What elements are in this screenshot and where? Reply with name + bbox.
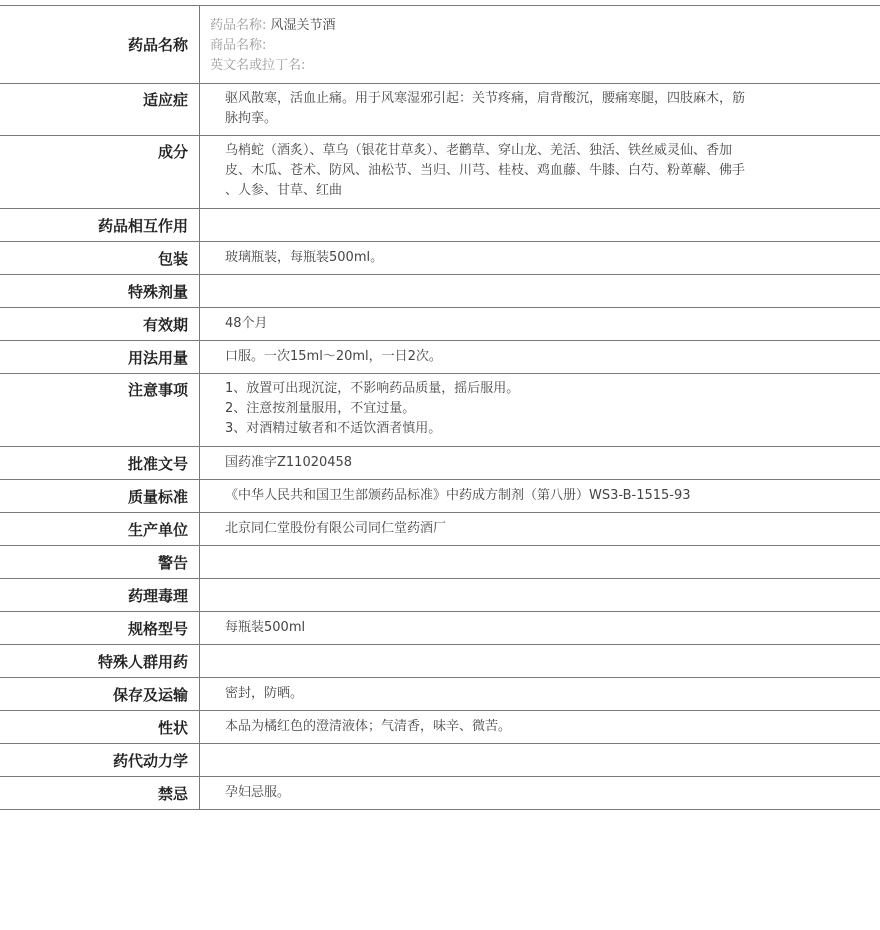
row-manufacturer (0, 513, 880, 546)
row-label: 包装 (0, 242, 200, 274)
row-value (200, 744, 880, 776)
row-drug-name (0, 6, 880, 84)
row-indication (0, 84, 880, 136)
row-label: 质量标准 (0, 480, 200, 512)
text-line: 乌梢蛇（酒炙）、草乌（银花甘草炙）、老鹳草、穿山龙、羌活、独活、铁丝威灵仙、香加 (225, 143, 733, 158)
row-label: 药品相互作用 (0, 209, 200, 241)
english-name-label: 英文名或拉丁名: (210, 58, 306, 73)
row-value: 玻璃瓶装，每瓶装500ml。 (225, 250, 384, 265)
row-pharmacokinetics (0, 744, 880, 777)
row-value (200, 645, 880, 677)
row-value (200, 374, 880, 446)
row-value (200, 136, 880, 208)
text-line: 3、对酒精过敏者和不适饮酒者慎用。 (225, 421, 442, 436)
drug-info-table (0, 5, 880, 810)
row-value (200, 275, 880, 307)
row-value: 孕妇忌服。 (225, 785, 291, 800)
row-label: 保存及运输 (0, 678, 200, 710)
trade-name-label: 商品名称: (210, 38, 267, 53)
row-value (200, 209, 880, 241)
row-storage (0, 678, 880, 711)
row-label: 适应症 (0, 84, 200, 135)
row-label: 规格型号 (0, 612, 200, 644)
row-contraindication (0, 777, 880, 810)
row-special-dose (0, 275, 880, 308)
row-label: 禁忌 (0, 777, 200, 809)
generic-name-label: 药品名称: (210, 18, 267, 33)
row-package (0, 242, 880, 275)
row-validity (0, 308, 880, 341)
row-value: 北京同仁堂股份有限公司同仁堂药酒厂 (225, 521, 447, 536)
row-label: 有效期 (0, 308, 200, 340)
row-value: 国药准字Z11020458 (225, 455, 353, 470)
row-label: 成分 (0, 136, 200, 208)
row-label: 生产单位 (0, 513, 200, 545)
row-spec (0, 612, 880, 645)
row-pharmacology (0, 579, 880, 612)
row-ingredients (0, 136, 880, 209)
row-warning (0, 546, 880, 579)
row-usage (0, 341, 880, 374)
row-label: 药理毒理 (0, 579, 200, 611)
row-character (0, 711, 880, 744)
text-line: 脉拘挛。 (225, 111, 278, 126)
row-value (200, 579, 880, 611)
row-value (200, 84, 880, 135)
row-label: 批准文号 (0, 447, 200, 479)
text-line: 2、注意按剂量服用，不宜过量。 (225, 401, 416, 416)
row-standard (0, 480, 880, 513)
row-label: 药品名称 (0, 6, 200, 83)
text-line: 1、放置可出现沉淀，不影响药品质量，摇后服用。 (225, 381, 520, 396)
text-line: 皮、木瓜、苍术、防风、油松节、当归、川芎、桂枝、鸡血藤、牛膝、白芍、粉萆薢、佛手 (225, 163, 746, 178)
row-value: 口服。一次15ml～20ml，一日2次。 (225, 349, 442, 364)
row-label: 注意事项 (0, 374, 200, 446)
row-label: 性状 (0, 711, 200, 743)
row-label: 用法用量 (0, 341, 200, 373)
row-label: 特殊剂量 (0, 275, 200, 307)
generic-name-value: 风湿关节酒 (270, 18, 336, 33)
text-line: 、人参、甘草、红曲 (225, 183, 343, 198)
row-label: 药代动力学 (0, 744, 200, 776)
row-value: 本品为橘红色的澄清液体；气清香，味辛、微苦。 (225, 719, 512, 734)
row-approval (0, 447, 880, 480)
row-value: 每瓶装500ml (225, 620, 306, 635)
row-value: 48个月 (225, 316, 268, 331)
row-value: 密封，防晒。 (225, 686, 304, 701)
row-special-groups (0, 645, 880, 678)
row-label: 警告 (0, 546, 200, 578)
row-interaction (0, 209, 880, 242)
row-notes (0, 374, 880, 447)
row-label: 特殊人群用药 (0, 645, 200, 677)
row-value: 《中华人民共和国卫生部颁药品标准》中药成方制剂（第八册）WS3-B-1515-93 (225, 488, 691, 503)
row-value (200, 546, 880, 578)
text-line: 驱风散寒，活血止痛。用于风寒湿邪引起：关节疼痛，肩背酸沉，腰痛寒腿，四肢麻木，筋 (225, 91, 746, 106)
row-value (200, 6, 880, 83)
